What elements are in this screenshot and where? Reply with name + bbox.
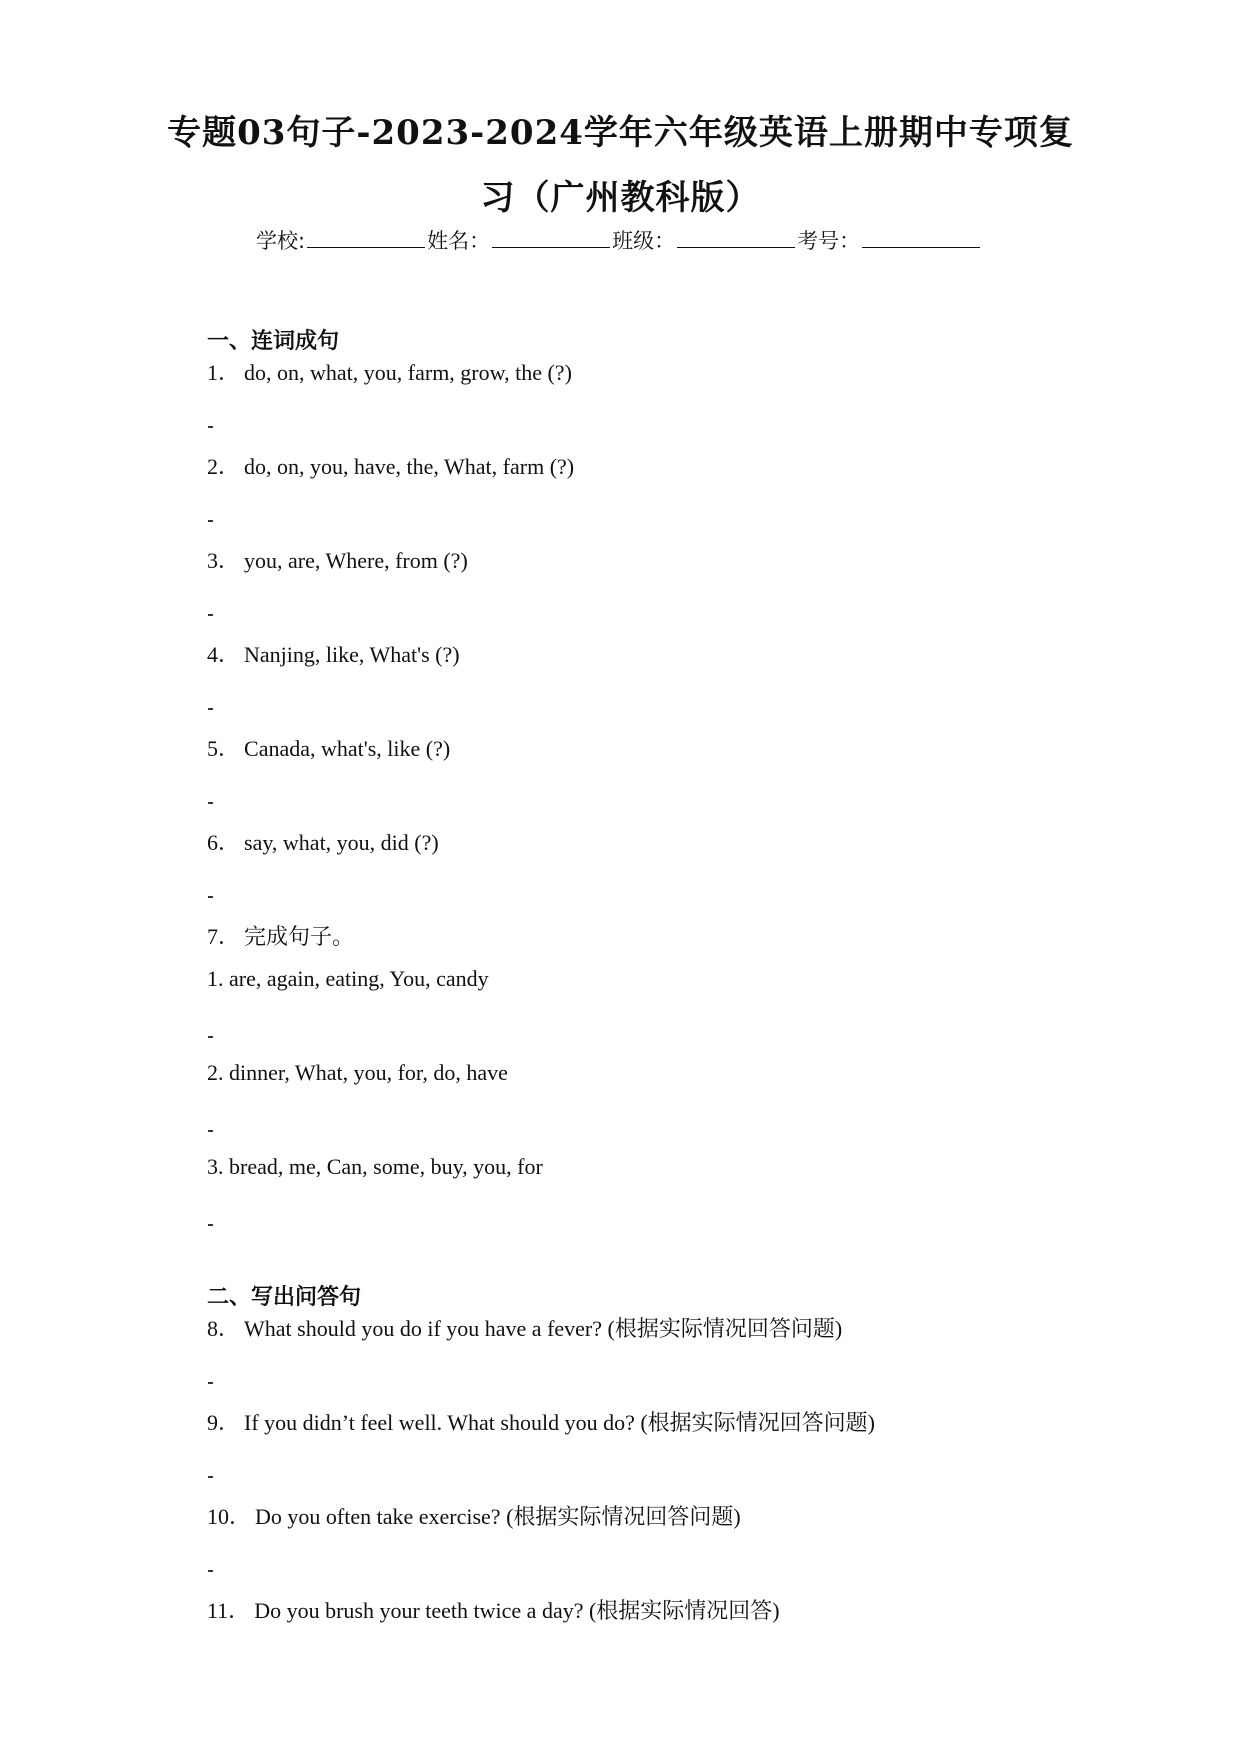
question-text: 2. dinner, What, you, for, do, have xyxy=(207,1060,508,1085)
document-title-line-2: 习（广州教科版） xyxy=(480,178,761,218)
student-info-row xyxy=(256,225,982,255)
document-title-line-1: 专题03句子-2023-2024学年六年级英语上册期中专项复 xyxy=(167,113,1074,153)
answer-line-2[interactable] xyxy=(208,520,213,522)
exam-number-blank[interactable] xyxy=(862,227,980,248)
question-3 xyxy=(207,544,468,575)
answer-line-6[interactable] xyxy=(208,896,213,898)
question-number: 1． xyxy=(207,360,241,385)
school-label: 学校: xyxy=(256,229,306,253)
answer-line-4[interactable] xyxy=(208,708,213,710)
question-text: What should you do if you have a fever? (根据实际情况回答问题) xyxy=(244,1316,843,1341)
answer-line-7-3[interactable] xyxy=(208,1224,213,1226)
question-number: 4． xyxy=(207,642,241,667)
question-text: Do you brush your teeth twice a day? (根据实际情况回答) xyxy=(254,1598,780,1623)
question-11 xyxy=(207,1594,780,1625)
question-2 xyxy=(207,450,574,481)
name-label: 姓名： xyxy=(427,229,491,253)
question-text: Canada, what's, like (?) xyxy=(244,736,451,761)
answer-line-5[interactable] xyxy=(208,802,213,804)
question-number: 6． xyxy=(207,830,241,855)
question-5 xyxy=(207,732,450,763)
question-number: 8． xyxy=(207,1316,241,1341)
answer-line-9[interactable] xyxy=(208,1476,213,1478)
class-label: 班级： xyxy=(612,229,676,253)
sub-question-7-2 xyxy=(207,1060,508,1086)
sub-question-7-3 xyxy=(207,1154,543,1180)
question-text: Do you often take exercise? (根据实际情况回答问题) xyxy=(255,1504,741,1529)
question-number: 9． xyxy=(207,1410,241,1435)
question-1 xyxy=(207,356,572,387)
question-9 xyxy=(207,1406,875,1437)
question-text: say, what, you, did (?) xyxy=(244,830,439,855)
question-number: 7． xyxy=(207,924,241,949)
question-6 xyxy=(207,826,439,857)
question-text: you, are, Where, from (?) xyxy=(244,548,468,573)
exam-number-label: 考号： xyxy=(797,229,861,253)
question-text: 1. are, again, eating, You, candy xyxy=(207,966,489,991)
answer-line-7-2[interactable] xyxy=(208,1130,213,1132)
question-number: 11． xyxy=(207,1598,251,1623)
question-number: 3． xyxy=(207,548,241,573)
question-text: do, on, what, you, farm, grow, the (?) xyxy=(244,360,572,385)
answer-line-3[interactable] xyxy=(208,614,213,616)
question-8 xyxy=(207,1312,842,1343)
sub-question-7-1 xyxy=(207,966,489,992)
answer-line-10[interactable] xyxy=(208,1570,213,1572)
question-text: do, on, you, have, the, What, farm (?) xyxy=(244,454,575,479)
class-blank[interactable] xyxy=(677,227,795,248)
question-10 xyxy=(207,1500,741,1531)
answer-line-1[interactable] xyxy=(208,426,213,428)
answer-line-7-1[interactable] xyxy=(208,1036,213,1038)
name-blank[interactable] xyxy=(492,227,610,248)
question-text: 3. bread, me, Can, some, buy, you, for xyxy=(207,1154,543,1179)
section-heading-1: 一、连词成句 xyxy=(207,329,340,354)
question-4 xyxy=(207,638,460,669)
question-7 xyxy=(207,920,354,951)
question-number: 10． xyxy=(207,1504,252,1529)
question-number: 2． xyxy=(207,454,241,479)
question-text: If you didn’t feel well. What should you do? (根据实际情况回答问题) xyxy=(244,1410,876,1435)
question-text: Nanjing, like, What's (?) xyxy=(244,642,460,667)
answer-line-8[interactable] xyxy=(208,1382,213,1384)
question-text: 完成句子。 xyxy=(244,924,355,949)
section-heading-2: 二、写出问答句 xyxy=(207,1285,362,1310)
question-number: 5． xyxy=(207,736,241,761)
school-blank[interactable] xyxy=(307,227,425,248)
